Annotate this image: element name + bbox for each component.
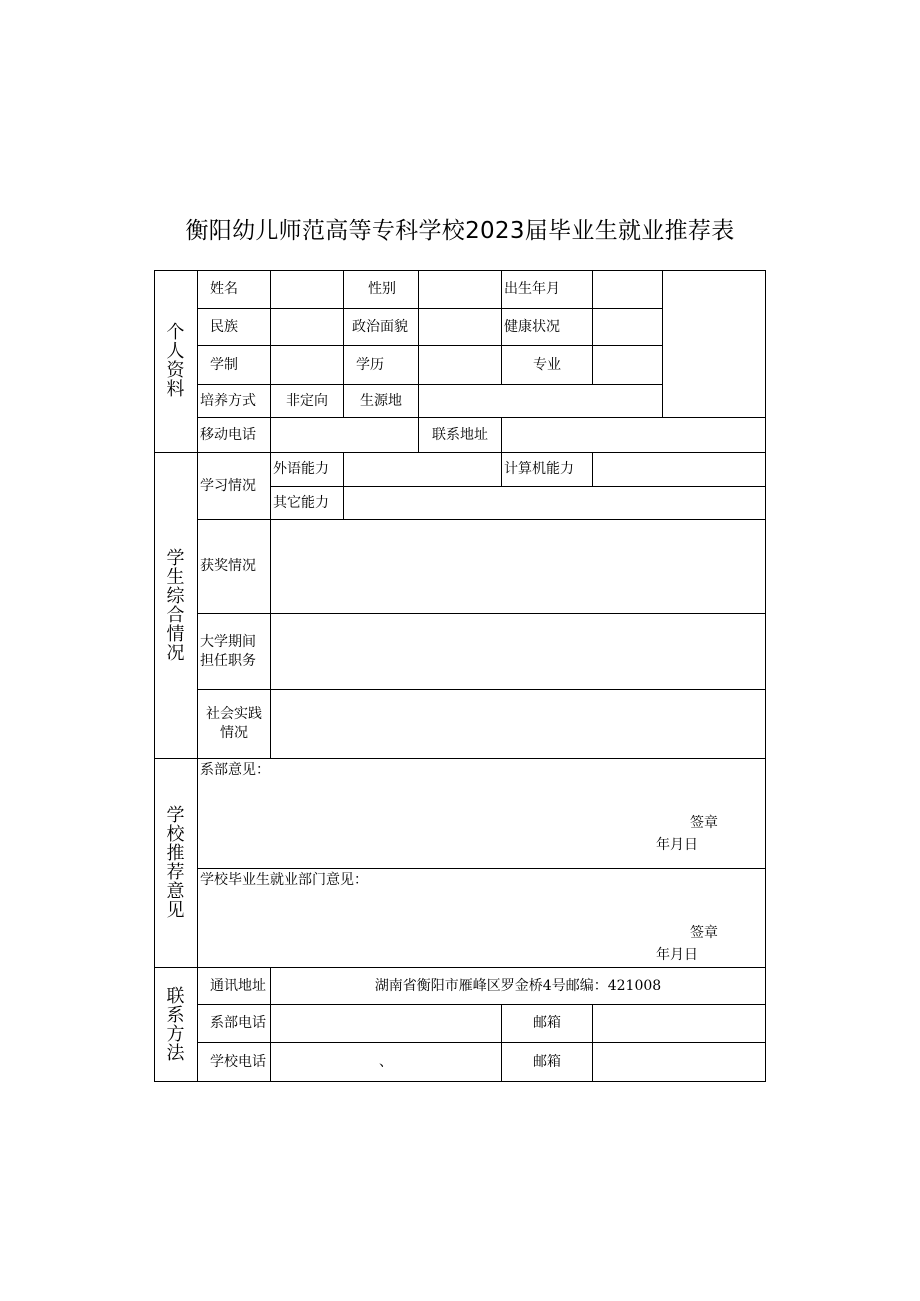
mobile-label: 移动电话 [198, 418, 271, 453]
photo-box[interactable] [663, 270, 766, 418]
study-label: 学习情况 [198, 453, 271, 520]
section-char: 综 [166, 585, 185, 607]
section-char: 情 [166, 623, 185, 645]
school-phone-label: 学校电话 [198, 1043, 271, 1082]
page-title: 衡阳幼儿师范高等专科学校2023届毕业生就业推荐表 [185, 218, 735, 244]
gender-field[interactable] [419, 270, 502, 309]
school-email-label: 邮箱 [502, 1043, 593, 1082]
education-field[interactable] [419, 346, 502, 385]
system-label: 学制 [198, 346, 271, 385]
training-label: 培养方式 [198, 385, 271, 418]
health-label: 健康状况 [502, 309, 593, 346]
section-char: 见 [166, 900, 185, 921]
computer-label: 计算机能力 [502, 453, 593, 487]
other-label: 其它能力 [271, 487, 344, 520]
section-char: 学 [166, 805, 185, 826]
section-char: 个 [166, 322, 185, 343]
ethnicity-label: 民族 [198, 309, 271, 346]
name-field[interactable] [271, 270, 344, 309]
foreign-label: 外语能力 [271, 453, 344, 487]
section-char: 荐 [166, 862, 185, 883]
section-char: 料 [166, 379, 185, 400]
section-char: 校 [166, 824, 185, 845]
origin-field[interactable] [419, 385, 663, 418]
dept-date: 年月日 [656, 837, 698, 853]
practice-field[interactable] [271, 690, 766, 759]
mail-address-value: 湖南省衡阳市雁峰区罗金桥4号邮编：421008 [271, 968, 766, 1005]
section-char: 推 [166, 843, 185, 864]
origin-label: 生源地 [344, 385, 419, 418]
computer-field[interactable] [593, 453, 766, 487]
awards-field[interactable] [271, 520, 766, 614]
dept-opinion-label: 系部意见： [200, 762, 270, 778]
major-field[interactable] [593, 346, 663, 385]
section-overall [154, 453, 198, 759]
education-label: 学历 [344, 346, 419, 385]
practice-label: 社会实践情况 [198, 690, 271, 759]
political-label: 政治面貌 [344, 309, 419, 346]
other-field[interactable] [344, 487, 766, 520]
section-contact [154, 968, 198, 1082]
dept-email-field[interactable] [593, 1005, 766, 1043]
dept-phone-label: 系部电话 [198, 1005, 271, 1043]
name-label: 姓名 [198, 270, 271, 309]
section-recommend [154, 759, 198, 968]
political-field[interactable] [419, 309, 502, 346]
school-email-field[interactable] [593, 1043, 766, 1082]
birth-field[interactable] [593, 270, 663, 309]
address-label: 联系地址 [419, 418, 502, 453]
section-personal [154, 270, 198, 453]
mobile-field[interactable] [271, 418, 419, 453]
school-date: 年月日 [656, 947, 698, 963]
school-sign: 签章 [690, 925, 718, 941]
awards-label: 获奖情况 [198, 520, 271, 614]
foreign-field[interactable] [344, 453, 502, 487]
section-char: 合 [166, 604, 185, 626]
duties-field[interactable] [271, 614, 766, 690]
ethnicity-field[interactable] [271, 309, 344, 346]
section-char: 系 [166, 1004, 185, 1026]
duties-label: 大学期间担任职务 [198, 614, 271, 690]
section-char: 生 [166, 566, 185, 588]
section-char: 意 [166, 881, 185, 902]
section-char: 资 [166, 360, 185, 381]
address-field[interactable] [502, 418, 766, 453]
section-char: 法 [166, 1042, 185, 1064]
dept-email-label: 邮箱 [502, 1005, 593, 1043]
mail-address-label: 通讯地址 [198, 968, 271, 1005]
system-field[interactable] [271, 346, 344, 385]
section-char: 联 [166, 985, 185, 1007]
section-char: 人 [166, 341, 185, 362]
training-field[interactable]: 非定向 [271, 385, 344, 418]
dept-sign: 签章 [690, 815, 718, 831]
health-field[interactable] [593, 309, 663, 346]
major-label: 专业 [502, 346, 593, 385]
school-phone-field[interactable]: 、 [271, 1043, 502, 1082]
section-char: 学 [166, 547, 185, 569]
birth-label: 出生年月 [502, 270, 593, 309]
school-opinion-label: 学校毕业生就业部门意见： [200, 872, 368, 888]
dept-phone-field[interactable] [271, 1005, 502, 1043]
section-char: 况 [166, 642, 185, 664]
section-char: 方 [166, 1023, 185, 1045]
gender-label: 性别 [344, 270, 419, 309]
